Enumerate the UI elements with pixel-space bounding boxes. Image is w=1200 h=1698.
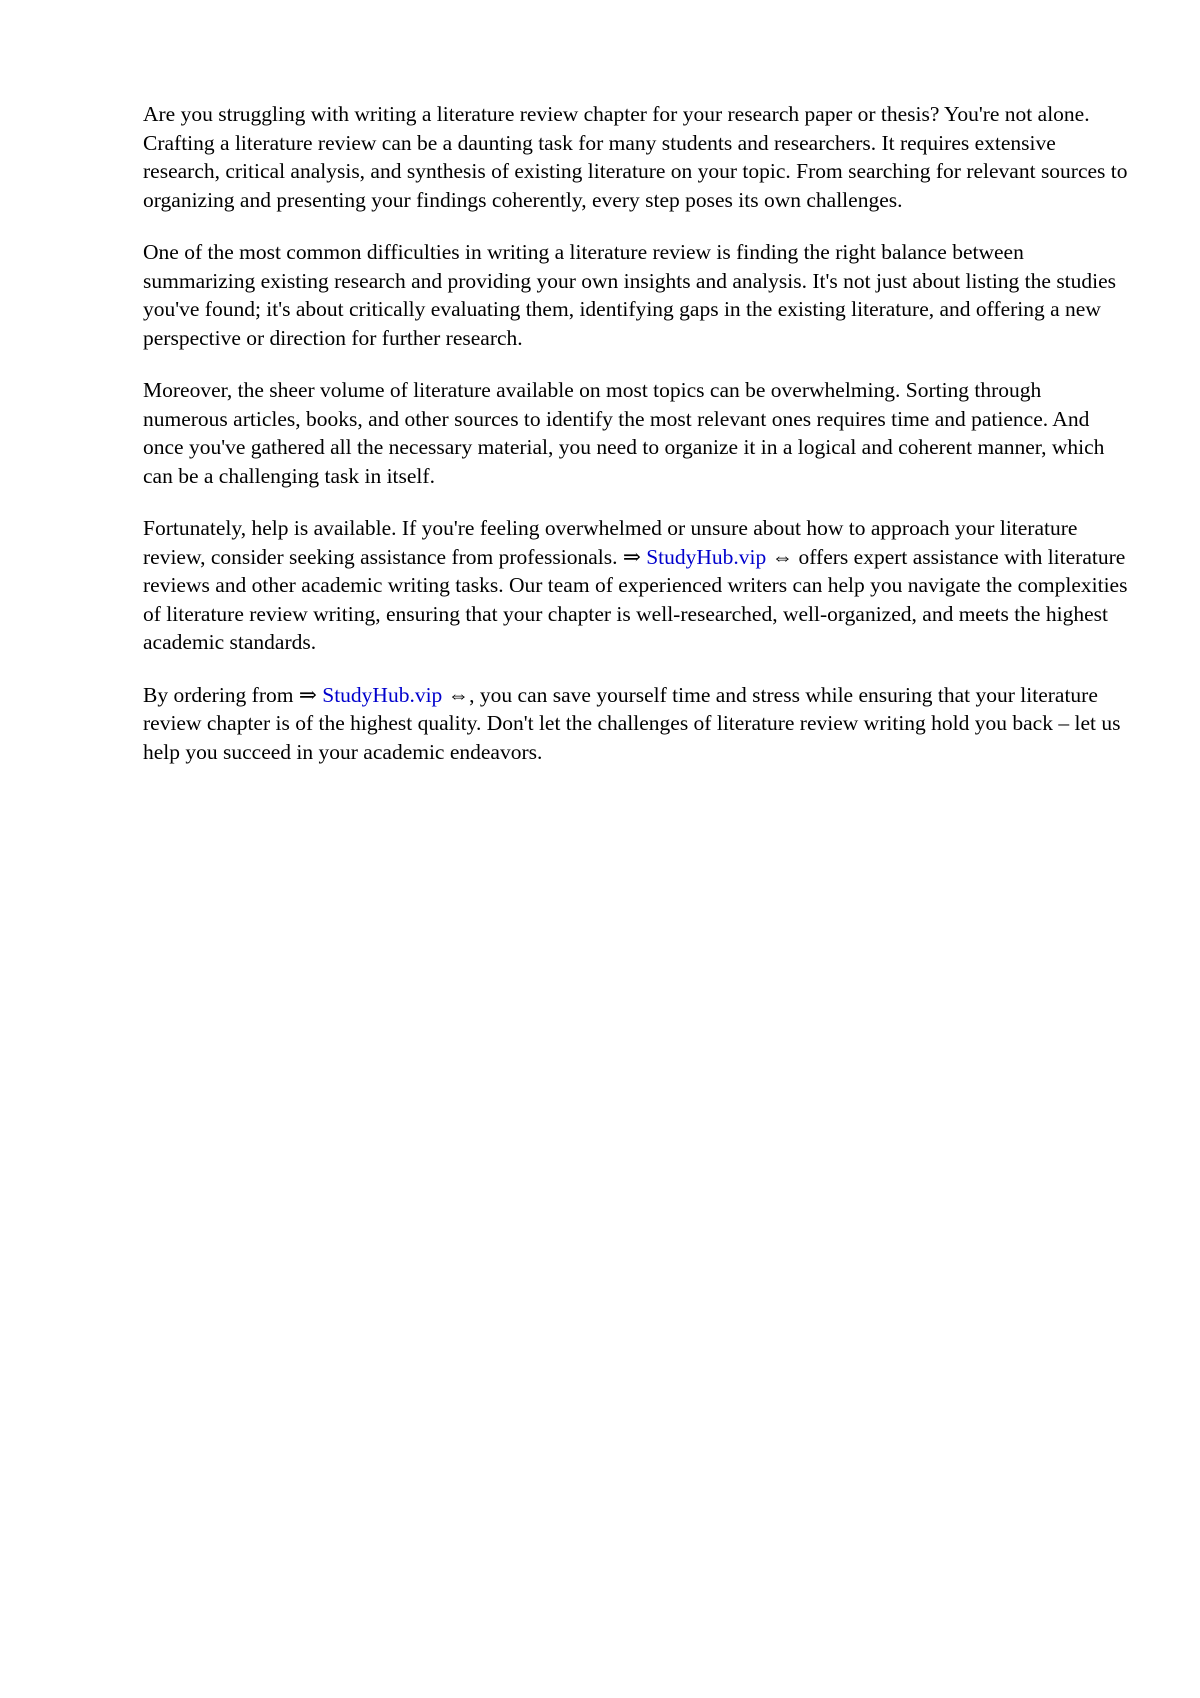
paragraph-ordering-text-before: By ordering from ⇒: [143, 682, 323, 707]
document-body: [143, 100, 1128, 790]
paragraph-intro: Are you struggling with writing a literature review chapter for your research paper or thesis? You're not alone. Crafting a literature review can be a daunting task for many students and researchers. It requires extensive research, critical analysis, and synthesis of existing literature on your topic. From searching for relevant sources to organizing and presenting your findings coherently, every step poses its own challenges.: [143, 102, 1128, 212]
paragraph-help-text-before: Fortunately, help is available. If you're feeling overwhelmed or unsure about how to approach your literature review, consider seeking assistance from professionals. ⇒: [143, 516, 1078, 569]
studyhub-link[interactable]: StudyHub.vip: [646, 544, 767, 569]
paragraph-difficulties: One of the most common difficulties in writing a literature review is finding the right balance between summarizing existing research and providing your own insights and analysis. It's not just about listing the studies you've found; it's about critically evaluating them, identifying gaps in the existing literature, and offering a new perspective or direction for further research.: [143, 240, 1117, 350]
paragraph-help-text-after: ⇔ offers expert assistance with literature reviews and other academic writing tasks. Our team of experienced writers can help you navigate the complexities of literature review writing, ensuring that your chapter is well-researched, well-organized, and meets the highest academic standards.: [143, 544, 1128, 654]
paragraph-ordering: [143, 681, 1128, 767]
studyhub-link-2[interactable]: StudyHub.vip: [322, 682, 443, 707]
paragraph-ordering-text-after: ⇔, you can save yourself time and stress while ensuring that your literature review chapter is of the highest quality. Don't let the challenges of literature review writing hold you back – let us help you succeed in your academic endeavors.: [143, 682, 1121, 764]
paragraph-help: [143, 514, 1128, 657]
paragraph-volume: Moreover, the sheer volume of literature available on most topics can be overwhelming. Sorting through numerous articles, books, and other sources to identify the most relevant ones requires time and patience. And once you've gathered all the necessary material, you need to organize it in a logical and coherent manner, which can be a challenging task in itself.: [143, 378, 1105, 488]
